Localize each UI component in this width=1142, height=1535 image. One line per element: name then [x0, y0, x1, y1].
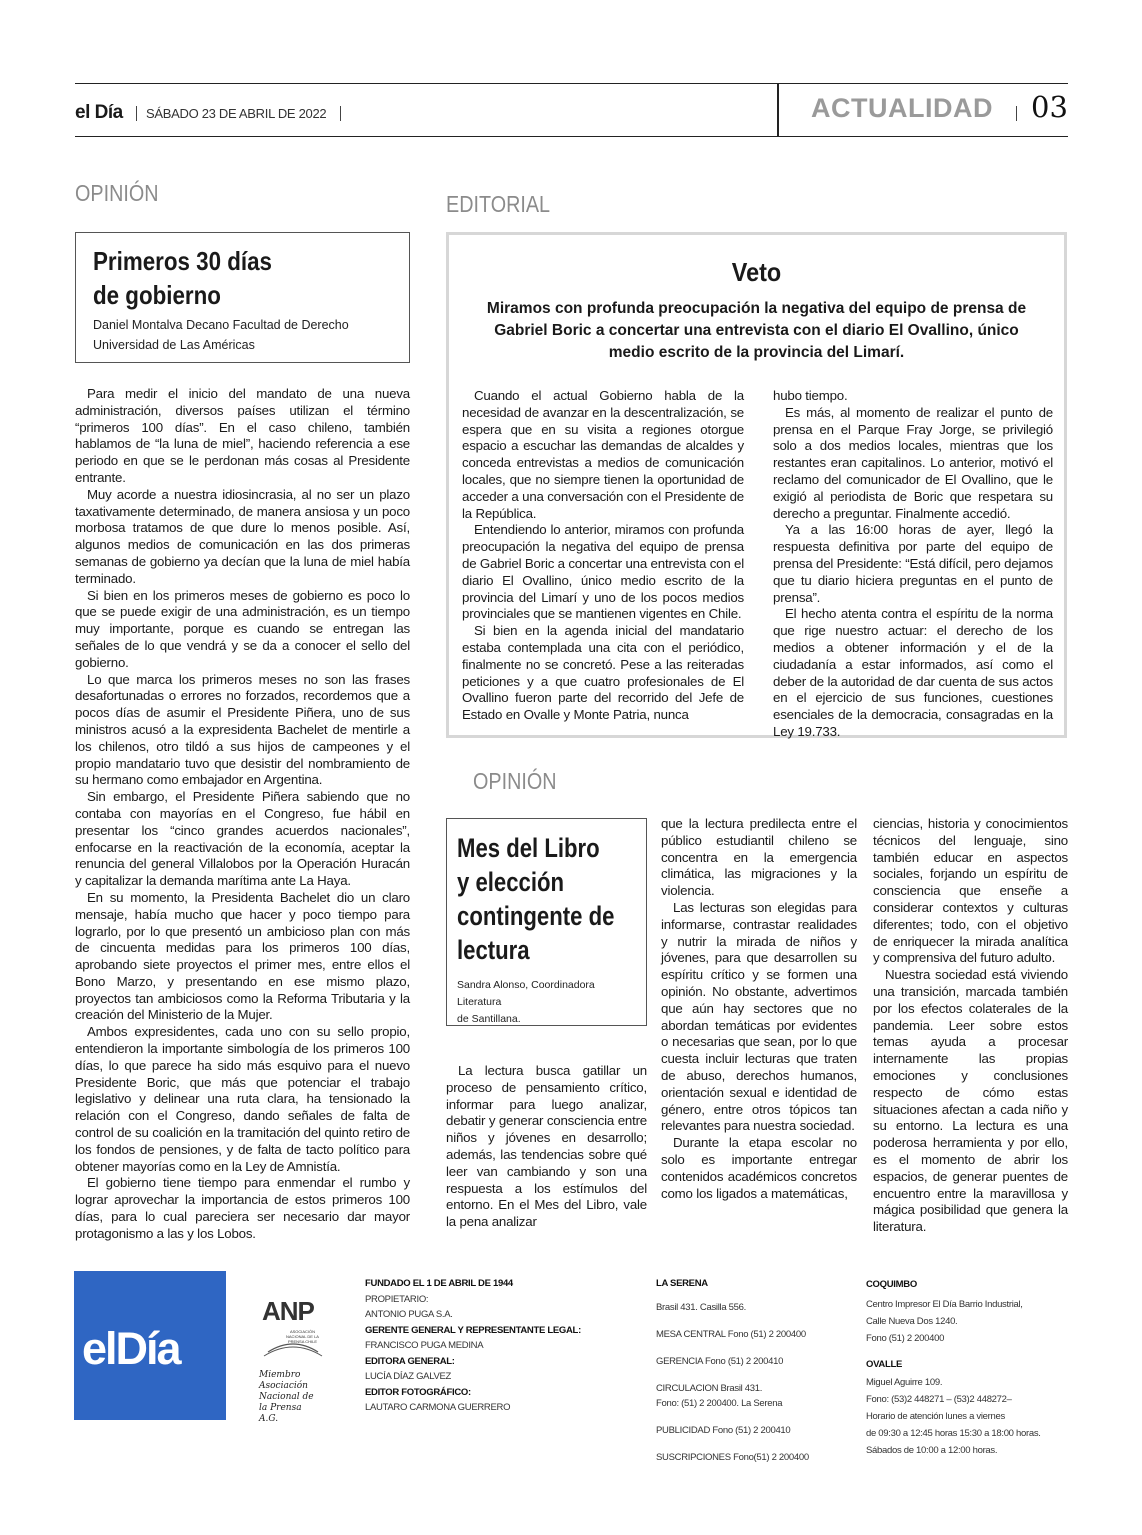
- contact-line: Calle Nueva Dos 1240.: [866, 1316, 958, 1327]
- membership-note: [259, 1370, 319, 1425]
- logo-text: elDía: [82, 1323, 180, 1374]
- headline-line: Primeros 30 días: [93, 246, 272, 276]
- opinion-body: [75, 386, 410, 1243]
- paragraph: El gobierno tiene tiempo para enmendar el rumbo y lograr aprovechar la importancia de estos primeros 100 días, para lo cual pareciera ser necesario dar mayor protagonismo a las y los Lobos.: [75, 1175, 410, 1241]
- editorial-column: [773, 388, 1053, 741]
- editorial-box: [446, 232, 1067, 738]
- opinion-headline-box: [446, 818, 647, 1026]
- author-line: de Santillana.: [457, 1013, 521, 1025]
- member-line: Nacional de: [259, 1392, 314, 1402]
- editorial-column: [462, 388, 744, 724]
- contact-line: Miguel Aguirre 109.: [866, 1377, 943, 1388]
- issue-date: SÁBADO 23 DE ABRIL DE 2022: [146, 106, 327, 121]
- brand-name: el Día: [75, 102, 123, 123]
- member-line: A.G.: [259, 1414, 279, 1424]
- paragraph: Muy acorde a nuestra idiosincrasia, al no ser un plazo taxativamente determinado, de manera ansiosa y un poco morbosa tratamos de que dure lo menos posible. Así, algunos medios de comunicación en las dos primeras semanas de gobierno ya decían que la luna de miel había terminado.: [75, 486, 410, 586]
- credit-line: EDITORA GENERAL:: [365, 1355, 455, 1367]
- page-number: 03: [1031, 90, 1068, 124]
- paragraph: Nuestra sociedad está viviendo una transición, marcada también por los efectos colaterales de la pandemia. Leer sobre estos temas ayuda a procesar internamente las propias emociones y conclusiones respecto de cómo estas situaciones afectan a cada niño y su entorno. La lectura es una poderosa herramienta y por ello, es el momento de abrir los espacios, de generar puentes de encuentro entre la maravillosa y mágica posibilidad que genera la literatura.: [873, 967, 1068, 1235]
- paragraph: Lo que marca los primeros meses no son las frases desafortunadas o errores no forzados, recordemos que a pocos días de asumir el Presidente Piñera, uno de sus ministros acusó a la expresidenta Bachelet de mentirle a los chilenos, otro tildó a sus hijos de campeones y el propio mandatario tuvo que desistir del nombramiento de su hermano como embajador en Argentina.: [75, 671, 410, 788]
- anp-letters: ANP: [262, 1296, 314, 1326]
- paragraph: que la lectura predilecta entre el público estudiantil chileno se concentra en la emergencia climática, las migraciones y la violencia.: [661, 816, 857, 899]
- contact-line: Fono: (53)2 448271 – (53)2 448272–: [866, 1394, 1012, 1405]
- paragraph: La lectura busca gatillar un proceso de pensamiento crítico, informar para luego analizar, debatir y generar consciencia entre niños y jóvenes en desarrollo; además, las tendencias sobre qué leer van cambiando y son una respuesta a los estímulos del entorno. En el Mes del Libro, vale la pena analizar: [446, 1063, 647, 1230]
- paragraph: hubo tiempo.: [773, 388, 848, 403]
- contact-line: de 09:30 a 12:45 horas 15:30 a 18:00 horas.: [866, 1428, 1041, 1439]
- credit-line: FUNDADO EL 1 DE ABRIL DE 1944: [365, 1278, 513, 1289]
- member-line: Miembro: [259, 1370, 301, 1380]
- contact-line: CIRCULACION Brasil 431.: [656, 1383, 763, 1394]
- opinion-headline: [93, 244, 351, 312]
- opinion-column: [446, 1063, 647, 1231]
- paragraph: Sin embargo, el Presidente Piñera sabiendo que no contaba con mayorías en el Congreso, fue hábil en presentar los “cinco grandes acuerdos nacionales”, enfocarse en la reactivación de la economía, aceptar la renuncia del general Villalobos por la Operación Huracán y capitalizar la demanda marítima ante La Haya.: [75, 789, 410, 889]
- office-title: COQUIMBO: [866, 1279, 917, 1290]
- paragraph: Ya a las 16:00 horas de ayer, llegó la respuesta definitiva por parte del equipo de prensa del Presidente: “Está difícil, pero dejamos que tu diario hiciera preguntas en el punto de prensa”.: [773, 522, 1053, 605]
- header-divider: [340, 106, 341, 121]
- contact-line: Centro Impresor El Día Barrio Industrial,: [866, 1299, 1023, 1310]
- opinion-headline: [457, 831, 621, 967]
- author-line: Universidad de Las Américas: [93, 338, 255, 352]
- anp-logo: [260, 1296, 326, 1358]
- editorial-title: Veto: [731, 257, 782, 287]
- credit-line: GERENTE GENERAL Y REPRESENTANTE LEGAL:: [365, 1324, 581, 1336]
- paragraph: Ambos expresidentes, cada uno con su sello propio, entendieron la importante simbología de los primeros 100 días, lo que parece ha sido más esquivo para el nuevo Presidente Boric, que más que potenciar el trabajo legislativo y delinear una ruta clara, ha tensionado la relación con el Congreso, dando señales de falta de control de su coalición en la tramitación del quinto retiro de los fondos de pensiones, y de falta de tacto político para obtener mayorías como en la Ley de Amnistía.: [75, 1024, 410, 1174]
- office-title: LA SERENA: [656, 1278, 708, 1289]
- headline-line: y elección: [457, 867, 565, 897]
- author-line: Daniel Montalva Decano Facultad de Derecho: [93, 318, 349, 332]
- opinion-kicker: OPINIÓN: [75, 180, 159, 206]
- credit-line: ANTONIO PUGA S.A.: [365, 1309, 453, 1320]
- paragraph: Cuando el actual Gobierno habla de la necesidad de avanzar en la descentralización, se espera que en su visita a regiones otorgue espacio a escuchar las demandas de alcaldes y conceda entrevistas a medios de comunicación locales, que no siempre tienen la oportunidad de acceder a una conversación con el Presidente de la República.: [462, 388, 744, 521]
- paragraph: Las lecturas son elegidas para informarse, contrastar realidades y nutrir la mirada de niños y jóvenes, para que desarrollen su espíritu crítico y se formen una opinión. No obstante, advertimos que aún hay sectores que no abordan temáticas por evidentes o necesarias que sean, por lo que cuesta incluir lecturas que traten de abuso, derechos humanos, orientación sexual e identidad de género, entre otros tópicos tan relevantes para nuestra sociedad.: [661, 899, 857, 1134]
- contact-line: SUSCRIPCIONES Fono(51) 2 200400: [656, 1452, 809, 1463]
- paragraph: Si bien en los primeros meses de gobierno es poco lo que se puede exigir de una administración, es un tiempo muy importante, porque es cuando se entregan las señales de lo que vendrá y se da a conocer el sello del gobierno.: [75, 587, 410, 670]
- section-name: ACTUALIDAD: [811, 93, 993, 123]
- member-line: Asociación: [259, 1381, 308, 1391]
- paragraph: Es más, al momento de realizar el punto de prensa en el Parque Fray Jorge, se privilegió solo a dos medios locales, mientras que los restantes eran capitalinos. Lo anterior, motivó el reclamo del comunicador de El Ovallino, que le exigió al periodista de Boric que respetara su derecho a preguntar. Finalmente accedió.: [773, 404, 1053, 521]
- credit-line: LUCÍA DÍAZ GALVEZ: [365, 1371, 452, 1382]
- credit-line: PROPIETARIO:: [365, 1293, 429, 1305]
- paragraph: Durante la etapa escolar no solo es importante entregar contenidos académicos concretos como los ligados a matemáticas,: [661, 1135, 857, 1201]
- paragraph: Si bien en la agenda inicial del mandatario estaba contemplada una cita con el periódico, finalmente no se concretó. Pese a las reiteradas peticiones y a que cuatro profesionales de El Ovallino fueron parte del recorrido del Jefe de Estado en Ovalle y Monte Patria, nunca: [462, 623, 744, 723]
- paragraph: Para medir el inicio del mandato de una nueva administración, diversos países utilizan el término “primeros 100 días”. En el caso chileno, también hablamos de “la luna de miel”, haciendo referencia a ese periodo en que se le perdonan más cosas al Presidente entrante.: [75, 386, 410, 485]
- paragraph: El hecho atenta contra el espíritu de la norma que rige nuestro actuar: el derecho de los medios a obtener información y el de la ciudadanía a estar informados, así como el deber de la autoridad de dar cuenta de sus actos en el ejercicio de sus funciones, cuestiones esenciales de la democracia, consagradas en la Ley 19.733.: [773, 606, 1053, 739]
- opinion-column: [873, 816, 1068, 1236]
- contact-line: Fono: (51) 2 200400. La Serena: [656, 1398, 783, 1409]
- paragraph: Entendiendo lo anterior, miramos con profunda preocupación la negativa del equipo de prensa de Gabriel Boric a concertar una entrevista con el diario El Ovallino, único medio escrito de la provincia del Limarí y uno de los pocos medios provinciales que se mantienen vigentes en Chile.: [462, 522, 744, 622]
- credit-line: FRANCISCO PUGA MEDINA: [365, 1340, 484, 1351]
- contact-line: Brasil 431. Casilla 556.: [656, 1302, 746, 1313]
- contact-line: MESA CENTRAL Fono (51) 2 200400: [656, 1329, 806, 1340]
- member-line: la Prensa: [259, 1403, 302, 1413]
- opinion-author: [93, 315, 393, 355]
- masthead-credits: [365, 1276, 625, 1416]
- header-divider: [136, 106, 137, 121]
- header-divider: [777, 84, 779, 136]
- paragraph: En su momento, la Presidenta Bachelet dio un claro mensaje, había mucho que hacer y poco tiempo para lograrlo, por lo que presentó un ambicioso plan con más de cincuenta medidas para los primeros 100 días, aprobando siete proyectos el primer mes, entre ellos el Bono Marzo, y presentando en ese mismo plazo, proyectos tan ambiciosos como la Reforma Tributaria y la creación del Ministerio de la Mujer.: [75, 889, 410, 1023]
- anp-subtitle: ASOCIACIÓN NACIONAL DE LA PRENSA CHILE: [286, 1329, 319, 1344]
- credit-line: EDITOR FOTOGRÁFICO:: [365, 1386, 471, 1398]
- newspaper-logo: [74, 1271, 226, 1420]
- headline-line: contingente de: [457, 901, 615, 931]
- headline-line: de gobierno: [93, 280, 221, 310]
- author-line: Sandra Alonso, Coordinadora Literatura: [457, 979, 595, 1008]
- la-serena-contacts: [656, 1276, 809, 1465]
- page-header: [75, 83, 1068, 137]
- header-divider: [1016, 106, 1017, 121]
- headline-line: Mes del Libro: [457, 833, 600, 863]
- editorial-lead: Miramos con profunda preocupación la negativa del equipo de prensa de Gabriel Boric a concertar una entrevista con el diario El Ovallino, único medio escrito de la provincia del Limarí.: [486, 300, 1027, 361]
- paragraph: ciencias, historia y conocimientos técnicos del lenguaje, sino también educar en aspectos sociales, forjando un espíritu de consciencia que enseñe a considerar contextos y culturas diferentes; todo, con el objetivo de enriquecer la mirada analítica y comprensiva del futuro adulto.: [873, 816, 1068, 966]
- opinion-column: [661, 816, 857, 1202]
- contact-line: Fono (51) 2 200400: [866, 1333, 945, 1344]
- credit-line: LAUTARO CARMONA GUERRERO: [365, 1402, 511, 1413]
- contact-line: GERENCIA Fono (51) 2 200410: [656, 1356, 784, 1367]
- headline-line: lectura: [457, 935, 530, 965]
- opinion-author: [457, 977, 637, 1028]
- office-title: OVALLE: [866, 1359, 903, 1370]
- opinion-headline-box: [75, 232, 410, 363]
- opinion-kicker: OPINIÓN: [473, 768, 557, 794]
- contact-line: Sábados de 10:00 a 12:00 horas.: [866, 1445, 998, 1456]
- contact-line: PUBLICIDAD Fono (51) 2 200410: [656, 1425, 791, 1436]
- ovalle-contacts: [866, 1356, 1041, 1459]
- contact-line: Horario de atención lunes a viernes: [866, 1411, 1005, 1422]
- coquimbo-contacts: [866, 1276, 1023, 1347]
- editorial-kicker: EDITORIAL: [446, 191, 551, 217]
